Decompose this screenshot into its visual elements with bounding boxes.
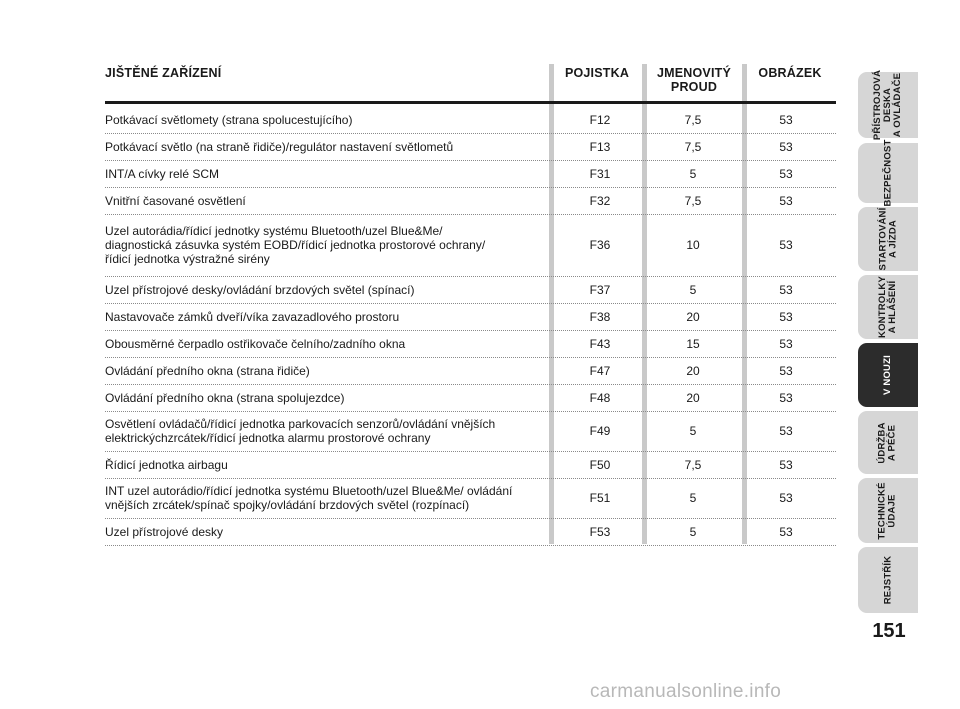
table-row xyxy=(105,478,836,519)
row-figure: 53 xyxy=(779,391,793,405)
row-description: Uzel přístrojové desky/ovládání brzdových světel (spínací) xyxy=(105,283,415,297)
row-fuse: F13 xyxy=(589,140,611,154)
row-rated-current: 5 xyxy=(689,283,697,297)
row-figure: 53 xyxy=(779,424,793,438)
sidebar-tab-label: V NOUZI xyxy=(882,355,893,395)
row-rated-current: 5 xyxy=(689,167,697,181)
sidebar-tab[interactable] xyxy=(858,207,918,271)
row-figure: 53 xyxy=(779,525,793,539)
row-rated-current: 5 xyxy=(689,491,697,505)
page-number: 151 xyxy=(872,620,906,642)
table-row xyxy=(105,330,836,358)
row-rated-current: 20 xyxy=(686,310,700,324)
row-description: INT uzel autorádio/řídicí jednotka systému Bluetooth/uzel Blue&Me/ ovládání vnějších zrcátek/spínač spojky/ovládání brzdových světel (rozpínací) xyxy=(105,484,513,512)
row-fuse: F12 xyxy=(589,113,611,127)
table-row xyxy=(105,357,836,385)
sidebar-tab[interactable] xyxy=(858,343,918,407)
sidebar-tab[interactable] xyxy=(858,139,918,207)
row-rated-current: 5 xyxy=(689,525,697,539)
watermark: carmanualsonline.info xyxy=(590,681,782,702)
row-fuse: F47 xyxy=(589,364,611,378)
row-description: Potkávací světlo (na straně řidiče)/regulátor nastavení světlometů xyxy=(105,140,454,154)
row-fuse: F38 xyxy=(589,310,611,324)
sidebar-tab-label: REJSTŘÍK xyxy=(882,555,893,605)
row-rated-current: 7,5 xyxy=(684,458,702,472)
row-rated-current: 15 xyxy=(686,337,700,351)
row-fuse: F51 xyxy=(589,491,611,505)
row-figure: 53 xyxy=(779,337,793,351)
row-figure: 53 xyxy=(779,283,793,297)
sidebar-tab-label: KONTROLKY A HLÁŠENÍ xyxy=(877,276,898,338)
row-fuse: F53 xyxy=(589,525,611,539)
table-row xyxy=(105,214,836,277)
row-figure: 53 xyxy=(779,113,793,127)
row-description: Nastavovače zámků dveří/víka zavazadlového prostoru xyxy=(105,310,400,324)
header-figure: OBRÁZEK xyxy=(758,66,822,80)
sidebar-tab-label: ÚDRŽBA A PÉČE xyxy=(877,421,898,464)
row-description: Vnitřní časované osvětlení xyxy=(105,194,246,208)
header-device: JIŠTĚNÉ ZAŘÍZENÍ xyxy=(105,66,222,80)
row-fuse: F37 xyxy=(589,283,611,297)
row-rated-current: 7,5 xyxy=(684,113,702,127)
row-description: Řídicí jednotka airbagu xyxy=(105,458,228,472)
row-rated-current: 7,5 xyxy=(684,140,702,154)
row-fuse: F36 xyxy=(589,238,611,252)
row-fuse: F43 xyxy=(589,337,611,351)
row-description: Uzel přístrojové desky xyxy=(105,525,224,539)
table-row xyxy=(105,106,836,134)
row-description: Uzel autorádia/řídicí jednotky systému Bluetooth/uzel Blue&Me/ diagnostická zásuvka systém EOBD/řídicí jednotka prostorové ochrany/ řídicí jednotka výstražné sirény xyxy=(105,224,486,266)
row-fuse: F32 xyxy=(589,194,611,208)
row-description: Ovládání předního okna (strana spolujezdce) xyxy=(105,391,345,405)
row-description: Obousměrné čerpadlo ostřikovače čelního/zadního okna xyxy=(105,337,406,351)
table-row xyxy=(105,187,836,215)
row-figure: 53 xyxy=(779,167,793,181)
header-rated-line2: PROUD xyxy=(670,80,718,94)
sidebar-tab[interactable] xyxy=(858,69,918,141)
row-figure: 53 xyxy=(779,491,793,505)
sidebar-tab[interactable] xyxy=(858,411,918,474)
row-rated-current: 20 xyxy=(686,364,700,378)
header-rule xyxy=(105,101,836,104)
table-row xyxy=(105,384,836,412)
row-rated-current: 7,5 xyxy=(684,194,702,208)
header-rated-line1: JMENOVITÝ xyxy=(656,66,732,80)
header-fuse: POJISTKA xyxy=(564,66,630,80)
sidebar-tab-label: STARTOVÁNÍ A JÍZDA xyxy=(877,207,898,271)
row-figure: 53 xyxy=(779,194,793,208)
row-fuse: F31 xyxy=(589,167,611,181)
row-description: Osvětlení ovládačů/řídicí jednotka parkovacích senzorů/ovládání vnějších elektrickýchzrcátek/řídicí jednotka alarmu prostorové ochrany xyxy=(105,417,496,445)
row-figure: 53 xyxy=(779,364,793,378)
table-row xyxy=(105,451,836,479)
row-description: Potkávací světlomety (strana spolucestujícího) xyxy=(105,113,353,127)
row-rated-current: 10 xyxy=(686,238,700,252)
row-figure: 53 xyxy=(779,310,793,324)
row-rated-current: 20 xyxy=(686,391,700,405)
row-figure: 53 xyxy=(779,458,793,472)
row-fuse: F48 xyxy=(589,391,611,405)
row-figure: 53 xyxy=(779,238,793,252)
table-row xyxy=(105,411,836,452)
row-fuse: F49 xyxy=(589,424,611,438)
row-rated-current: 5 xyxy=(689,424,697,438)
sidebar-tab[interactable] xyxy=(858,547,918,613)
table-row xyxy=(105,303,836,331)
sidebar-tab-label: TECHNICKÉ ÚDAJE xyxy=(877,481,898,540)
table-row xyxy=(105,133,836,161)
sidebar-tab-label: PŘÍSTROJOVÁ DESKA A OVLÁDAČE xyxy=(872,69,904,141)
row-description: INT/A cívky relé SCM xyxy=(105,167,220,181)
row-description: Ovládání předního okna (strana řidiče) xyxy=(105,364,310,378)
sidebar-tab[interactable] xyxy=(858,275,918,339)
row-figure: 53 xyxy=(779,140,793,154)
sidebar-tab[interactable] xyxy=(858,478,918,543)
sidebar-tab-label: BEZPEČNOST xyxy=(882,139,893,207)
header-rated-current xyxy=(648,66,740,94)
row-fuse: F50 xyxy=(589,458,611,472)
table-row xyxy=(105,518,836,546)
table-row xyxy=(105,276,836,304)
table-row xyxy=(105,160,836,188)
